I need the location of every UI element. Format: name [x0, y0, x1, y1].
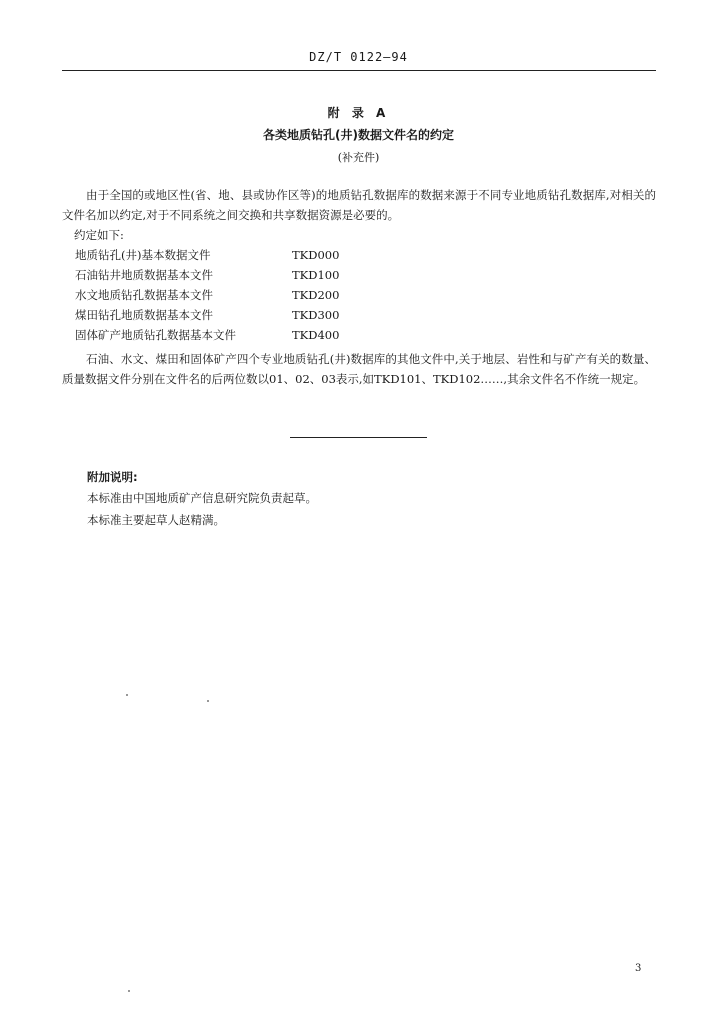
end-rule	[290, 437, 427, 438]
file-name-list	[75, 245, 339, 345]
appendix-note: (补充件)	[337, 151, 380, 164]
file-description: 固体矿产地质钻孔数据基本文件	[75, 328, 236, 342]
header-rule	[62, 70, 656, 71]
standard-code: DZ/T 0122—94	[309, 50, 408, 64]
file-description: 石油钻井地质数据基本文件	[75, 268, 213, 282]
file-code: TKD200	[292, 288, 340, 302]
list-item	[75, 265, 339, 285]
list-item	[75, 305, 339, 325]
file-code: TKD100	[292, 268, 340, 282]
additional-notes-heading: 附加说明:	[87, 470, 138, 484]
file-code: TKD000	[292, 248, 340, 262]
appendix-subtitle: 各类地质钻孔(井)数据文件名的约定	[263, 128, 454, 142]
list-item	[75, 245, 339, 265]
scan-speck	[128, 990, 130, 992]
file-description: 煤田钻孔地质数据基本文件	[75, 308, 213, 322]
scan-speck	[126, 694, 128, 696]
file-description: 水文地质钻孔数据基本文件	[75, 288, 213, 302]
page-number: 3	[635, 963, 642, 974]
naming-rule-paragraph: 石油、水文、煤田和固体矿产四个专业地质钻孔(井)数据库的其他文件中,关于地层、岩性和与矿产有关的数量、质量数据文件分别在文件名的后两位数以01、02、03表示,如TKD101、TKD102……,其余文件名不作统一规定。	[62, 352, 656, 386]
file-code: TKD400	[292, 328, 340, 342]
main-drafter: 本标准主要起草人赵精满。	[87, 513, 225, 527]
file-code: TKD300	[292, 308, 340, 322]
intro-paragraph: 由于全国的或地区性(省、地、县或协作区等)的地质钻孔数据库的数据来源于不同专业地质钻孔数据库,对相关的文件名加以约定,对于不同系统之间交换和共享数据资源是必要的。	[62, 188, 656, 222]
appendix-title: 附 录 A	[327, 106, 390, 120]
agreement-lead: 约定如下:	[74, 228, 124, 242]
list-item	[75, 325, 339, 345]
file-description: 地质钻孔(井)基本数据文件	[75, 248, 211, 262]
list-item	[75, 285, 339, 305]
scan-speck	[207, 700, 209, 702]
drafting-organization: 本标准由中国地质矿产信息研究院负责起草。	[87, 491, 317, 505]
